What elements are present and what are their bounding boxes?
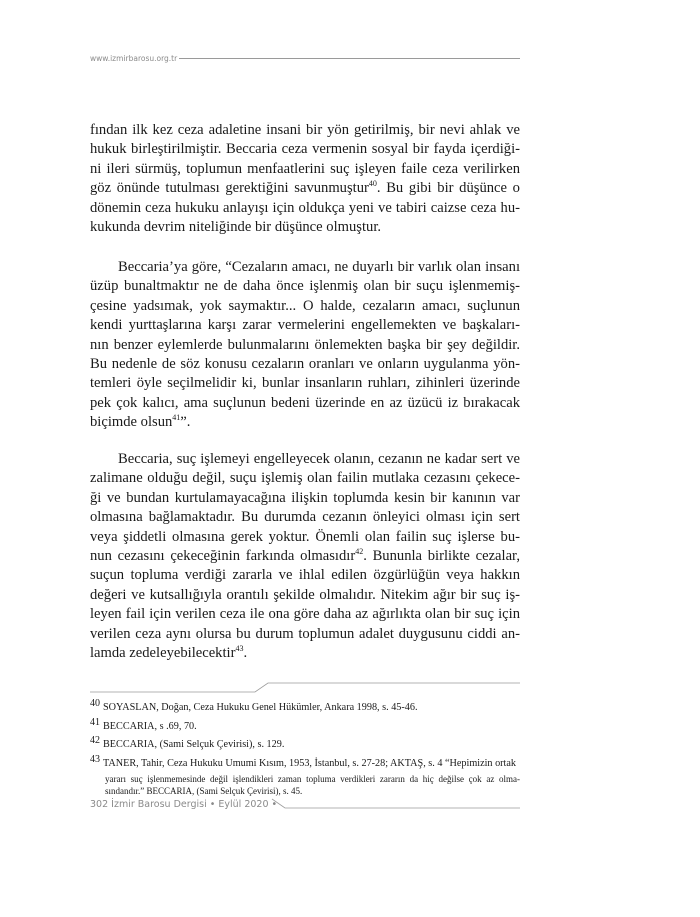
text-segment: zalimane olduğu değil, suçu işlemiş olan failin mutlaka cezasını çekece- bbox=[90, 470, 520, 487]
text-segment: Beccaria, suç işlemeyi engelleyecek olanın, cezanın ne kadar sert ve bbox=[118, 451, 520, 467]
text-segment: temleri öyle seçilmelidir ki, bunlar insanların ruhları, zihinleri üzerinde bbox=[90, 375, 520, 392]
footnote-reference: 42 bbox=[355, 547, 364, 557]
text-segment: pek çok kalıcı, ama suçlunun bedeni üzerinde en az üzücü iz bırakacak bbox=[90, 394, 520, 411]
footnote-text: BECCARIA, s .69, 70. bbox=[103, 720, 197, 732]
text-segment: ği ve bundan kurtulamayacağına ilişkin toplumda kesin bir kanının var bbox=[90, 489, 520, 506]
footnote-number: 40 bbox=[90, 698, 100, 709]
text-segment: hukuk birleştirilmiştir. Beccaria ceza vermenin sosyal bir fayda içerdiği- bbox=[90, 141, 520, 158]
footnote-reference: 43 bbox=[235, 644, 244, 654]
text-segment: Bu nedenle de söz konusu cezaların oranları ve onların uygulanma yön- bbox=[90, 355, 520, 372]
text-segment: . Bu gibi bir düşünce o bbox=[376, 180, 520, 197]
page-footer: 302 İzmir Barosu Dergisi • Eylül 2020 • bbox=[90, 799, 278, 810]
text-segment: biçimde olsun bbox=[90, 414, 173, 431]
text-segment: ni ileri sürmüş, toplumun menfaatlerini suç işleyen faile ceza verilirken bbox=[90, 160, 520, 177]
text-segment: kukunda devrim niteliğinde bir düşünce olmuştur. bbox=[90, 218, 382, 235]
text-segment: nın benzer eylemlerde bulunmalarını önlemekten başka bir şey değildir. bbox=[90, 336, 520, 353]
text-segment: kendi yurttaşlarına karşı zarar vermelerini engellemekten ve başkaları- bbox=[90, 317, 520, 334]
header-url: www.izmirbarosu.org.tr bbox=[90, 54, 178, 63]
text-segment: lamda zedeleyebilecektir bbox=[90, 644, 236, 661]
text-segment: olmasına bağlamaktadır. Bu durumda cezanın önleyici olması için sert bbox=[90, 509, 520, 526]
footnote-text: SOYASLAN, Doğan, Ceza Hukuku Genel Hükümler, Ankara 1998, s. 45-46. bbox=[103, 702, 418, 713]
text-segment: değeri ve kutsallığıyla orantılı şekilde olmalıdır. Nitekim ağır bir suç iş- bbox=[90, 586, 520, 603]
footnote-number: 43 bbox=[90, 753, 100, 765]
text-segment: leyen fail için verilen ceza ile ona göre daha az ağırlıkta olan bir suç için bbox=[90, 606, 520, 623]
footnote-divider bbox=[90, 683, 520, 692]
footnote-continuation: yararı suç işlenmemesinde değil işlendikleri zaman topluma verdikleri zararın da hiç değilse çok az olma- bbox=[105, 774, 520, 784]
text-segment: nun cezasını çekeceğinin farkında olmasıdır bbox=[90, 547, 356, 564]
text-segment: . Bununla birlikte cezalar, bbox=[363, 547, 520, 564]
footnote-text: TANER, Tahir, Ceza Hukuku Umumi Kısım, 1953, İstanbul, s. 27-28; AKTAŞ, s. 4 “Hepimizin ortak bbox=[103, 757, 517, 769]
text-segment: Beccaria’ya göre, “Cezaların amacı, ne duyarlı bir varlık olan insanı bbox=[118, 259, 520, 275]
footnote-number: 42 bbox=[90, 735, 100, 746]
text-segment: çesine yadsımak, yok saymaktır... O halde, cezaların amacı, suçlunun bbox=[90, 297, 520, 314]
footnote-continuation: sındandır.” BECCARIA, (Sami Selçuk Çevirisi), s. 45. bbox=[105, 786, 303, 796]
footnote-reference: 40 bbox=[368, 179, 377, 189]
text-segment: veya şiddetli olmasına gerek yoktur. Önemli olan failin suç işlerse bu- bbox=[90, 528, 520, 545]
text-segment: . bbox=[243, 644, 248, 661]
text-segment: fından ilk kez ceza adaletine insani bir yön getirilmiş, bir nevi ahlak ve bbox=[90, 122, 520, 138]
text-segment: suçun topluma verdiği zararla ve ihlal edilen özgürlüğün veya hakkın bbox=[90, 567, 520, 584]
text-segment: verilen ceza aynı olursa bu durum toplumun adalet duygusunu ciddi an- bbox=[90, 625, 520, 642]
footnote-reference: 41 bbox=[172, 413, 181, 423]
footnote-text: BECCARIA, (Sami Selçuk Çevirisi), s. 129. bbox=[103, 739, 285, 750]
text-segment: üzüp bunaltmaktır ne de daha önce işlenmiş olan bir suçu işlenmemiş- bbox=[90, 278, 520, 295]
text-segment: dönemin ceza hukuku anlayışı için oldukça yeni ve tabiri caizse ceza hu- bbox=[90, 199, 520, 216]
text-segment: ”. bbox=[180, 414, 191, 431]
footer-divider bbox=[272, 799, 520, 808]
footnote-number: 41 bbox=[90, 716, 100, 728]
text-segment: göz önünde tutulması gerektiğini savunmuştur bbox=[90, 180, 369, 197]
